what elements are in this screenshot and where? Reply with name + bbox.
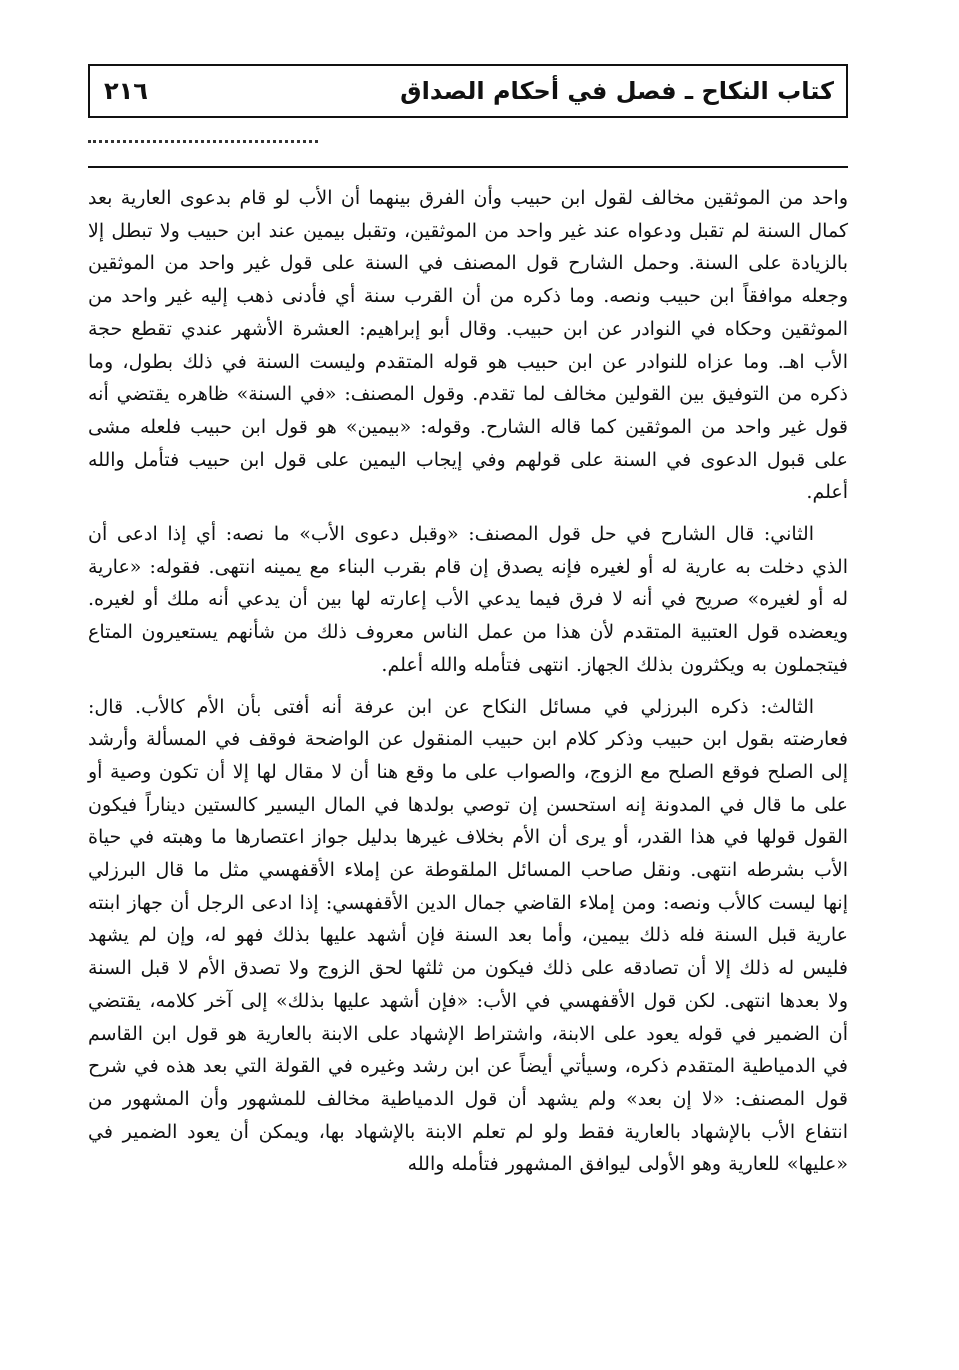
body-text	[88, 182, 848, 1181]
paragraph-continuation: واحد من الموثقين مخالف لقول ابن حبيب وأن الفرق بينهما أن الأب لو قام بدعوى العارية بعد كمال السنة لم تقبل ودعواه عند غير واحد من الموثقين، وتقبل بيمين عند ابن حبيب ولا تبطل إلا بالزيادة على السنة. وحمل الشارح قول المصنف في السنة على قول غير واحد من الموثقين وجعله موافقاً ابن حبيب ونصه. وما ذكره من أن القرب سنة أي فأدنى ذهب إليه غير واحد من الموثقين وحكاه في النوادر عن ابن حبيب. وقال أبو إبراهيم: العشرة الأشهر عندي تقطع حجة الأب اهـ. وما عزاه للنوادر عن ابن حبيب هو قوله المتقدم وليست السنة في ذلك بطول، وما ذكره من التوفيق بين القولين مخالف لما تقدم. وقول المصنف: «في السنة» ظاهره يقتضي أنه قول غير واحد من الموثقين كما قاله الشارح. وقوله: «بيمين» هو قول ابن حبيب فلعله مشى على قبول الدعوى في السنة على قولهم وفي إيجاب اليمين على قول ابن حبيب فتأمل والله أعلم.	[88, 187, 848, 504]
running-header	[88, 64, 848, 118]
horizontal-rule	[88, 166, 848, 168]
paragraph-second-point: الثاني: قال الشارح في حل قول المصنف: «وقبل دعوى الأب» ما نصه: أي إذا ادعى أن الذي دخلت به عارية له أو لغيره فإنه يصدق إن قام بقرب البناء مع يمينه انتهى. فقوله: «عارية له أو لغيره» صريح في أنه لا فرق فيما يدعي الأب إعارته لها بين أن يدعي أنه ملك أو لغيره. ويعضده قول العتبية المتقدم لأن هذا من عمل الناس معروف ذلك من شأنهم يستعيرون المتاع فيتجملون به ويكثرون بذلك الجهاز. انتهى فتأمله والله أعلم.	[88, 523, 848, 676]
page-number: ٢١٦	[104, 77, 148, 105]
dotted-separator	[88, 130, 318, 143]
paragraph-third-point: الثالث: ذكره البرزلي في مسائل النكاح عن ابن عرفة أنه أفتى بأن الأم كالأب. قال: فعارضته بقول ابن حبيب وذكر كلام ابن حبيب المنقول عن الواضحة فوقف في المسألة وأرشد إلى الصلح فوقع الصلح مع الزوج، والصواب على ما وقع هنا أن لا مقال لها إلا أن تكون وصية أو على ما قال في المدونة إنه استحسن إن توصي بولدها في المال اليسير كالستين ديناراً فيكون القول قولها في هذا القدر، أو يرى أن الأم بخلاف غيرها بدليل جواز اعتصارها ما وهبته في حياة الأب بشرطه انتهى. ونقل صاحب المسائل الملقوطة عن إملاء الأقفهسي مثل ما قال البرزلي إنها ليست كالأب ونصه: ومن إملاء القاضي جمال الدين الأقفهسي: إذا ادعى الرجل أن جهاز ابنته عارية قبل السنة فله ذلك بيمين، وأما بعد السنة فإن أشهد عليها بذلك فهو له، وإن لم يشهد فليس له ذلك إلا أن تصادقه على ذلك فيكون من ثلثها لحق الزوج ولا تصدق الأم لا قبل السنة ولا بعدها انتهى. لكن قول الأقفهسي في الأب: «فإن أشهد عليها بذلك» إلى آخر كلامه، يقتضي أن الضمير في قوله يعود على الابنة، واشتراط الإشهاد على الابنة بالعارية هو قول ابن القاسم في الدمياطية المتقدم ذكره، وسيأتي أيضاً عن ابن رشد وغيره في القولة التي بعد هذه في شرح قول المصنف: «لا إن بعد» ولم يشهد أن قول الدمياطية مخالف للمشهور وأن المشهور من انتفاع الأب بالإشهاد بالعارية فقط ولو لم تعلم الابنة بالإشهاد بها، ويمكن أن يعود الضمير في «عليها» للعارية وهو الأولى ليوافق المشهور فتأمله والله	[88, 695, 848, 1176]
header-title: كتاب النكاح ـ فصل في أحكام الصداق	[400, 77, 834, 105]
